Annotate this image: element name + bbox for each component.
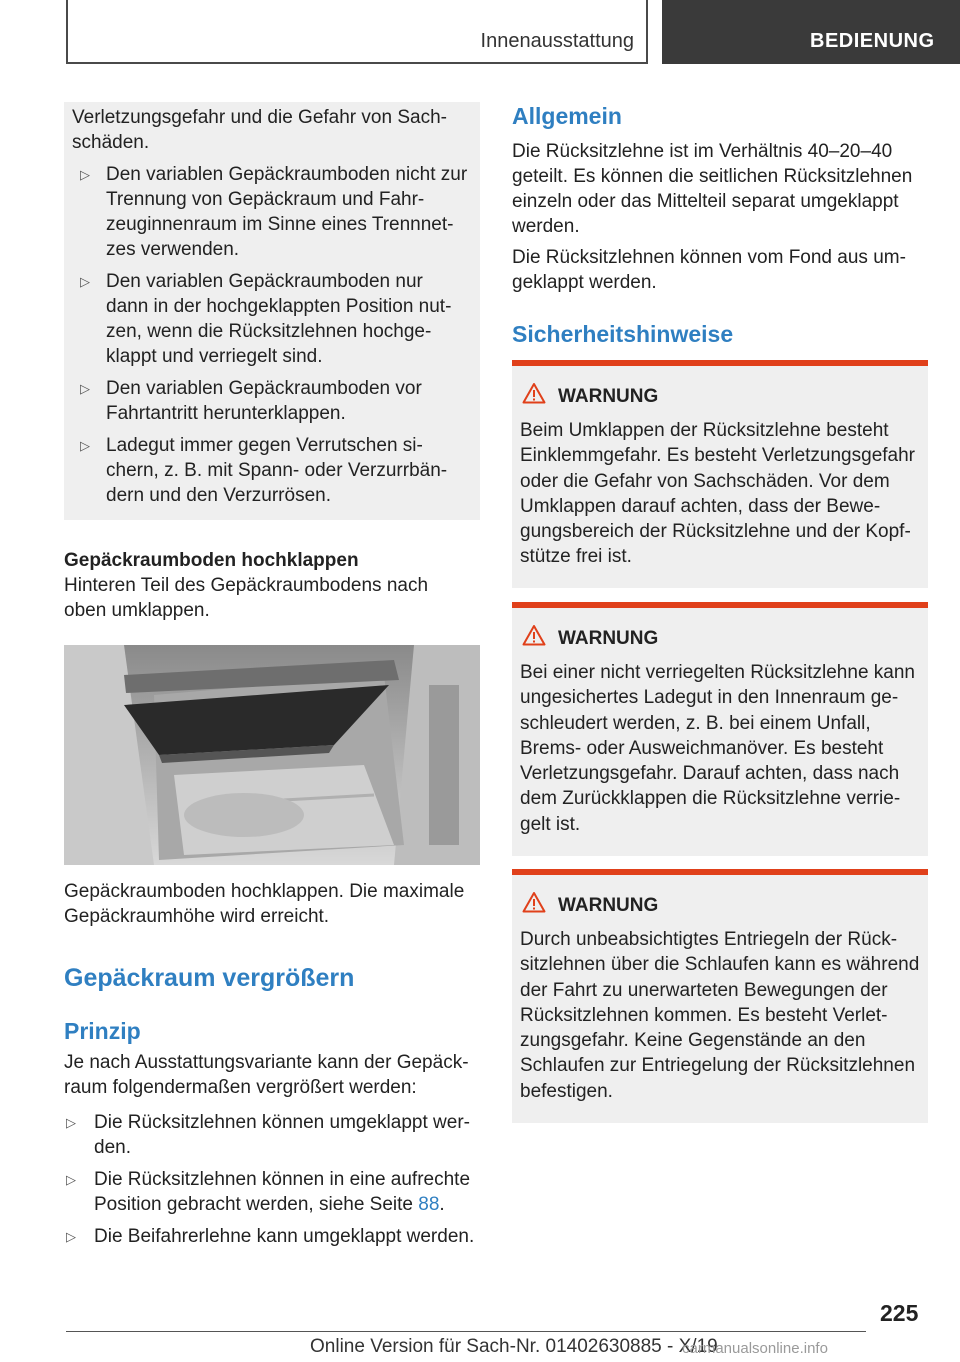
section-heading: Gepäckraum vergrößern <box>64 964 355 992</box>
warning-box <box>512 869 928 1123</box>
photo-caption: Gepäckraumboden hochklappen. Die maximale Gepäckraumhöhe wird erreicht. <box>64 881 465 927</box>
header-section-title: Innenausstattung <box>480 30 634 52</box>
warning-text: Durch unbeabsichtigtes Entriegeln der Rück- sitzlehnen über die Schlaufen kann es während der Fahrt zu unerwarteten Bewegungen der Rücksitzlehnen kommen. Es besteht Verlet- zungsgefahr. Keine Gegenstände an den Schlaufen zur Entriegelung der Rücksitzlehnen befestigen. <box>520 929 920 1102</box>
header-chapter-box <box>662 0 960 64</box>
subsection-heading-prinzip: Prinzip <box>64 1018 141 1044</box>
warning-triangle-icon <box>522 624 546 646</box>
warning-bar <box>512 602 928 608</box>
section-heading-allgemein: Allgemein <box>512 103 622 129</box>
allgemein-text: Die Rücksitzlehne ist im Verhältnis 40–20–40 geteilt. Es können die seitlichen Rücksitzlehnen einzeln oder das Mittelteil separat umgeklappt werden. <box>512 141 913 237</box>
warning-bar <box>512 869 928 875</box>
header-chapter-title: BEDIENUNG <box>810 30 935 52</box>
list-item: Die Rücksitzlehnen können umgeklappt wer- den. <box>94 1112 470 1158</box>
caution-intro: Verletzungsgefahr und die Gefahr von Sach- schäden. <box>72 107 447 153</box>
warning-triangle-icon <box>522 382 546 404</box>
bullet-triangle-icon: ▷ <box>80 381 90 396</box>
warning-box <box>512 602 928 856</box>
list-item: Die Rücksitzlehnen können in eine aufrechte Position gebracht werden, siehe Seite 88. <box>94 1169 471 1215</box>
list-item: Den variablen Gepäckraumboden nur dann in der hochgeklappten Position nut- zen, wenn die Rücksitzlehnen hochge- klappt und verriegelt sind. <box>106 271 452 367</box>
footer-divider <box>66 1331 866 1332</box>
page-number: 225 <box>880 1300 919 1326</box>
prinzip-text: Je nach Ausstattungsvariante kann der Gepäck- raum folgendermaßen vergrößert werden: <box>64 1052 469 1098</box>
warning-bar <box>512 360 928 366</box>
bullet-triangle-icon: ▷ <box>80 438 90 453</box>
bullet-triangle-icon: ▷ <box>80 167 90 182</box>
list-item: Den variablen Gepäckraumboden nicht zur Trennung von Gepäckraum und Fahr- zeuginnenraum im Sinne eines Trennnet- zes verwenden. <box>106 164 468 260</box>
footer-text: Online Version für Sach-Nr. 01402630885 - X/19 <box>310 1336 718 1357</box>
warning-box <box>512 360 928 588</box>
trunk-floor-photo <box>64 645 480 865</box>
warning-title: WARNUNG <box>558 895 659 916</box>
warning-title: WARNUNG <box>558 628 659 649</box>
list-item: Die Beifahrerlehne kann umgeklappt werden. <box>94 1226 475 1247</box>
warning-text: Beim Umklappen der Rücksitzlehne besteht Einklemmgefahr. Es besteht Verletzungsgefahr oder die Gefahr von Sachschäden. Vor dem Umklappen darauf achten, dass der Bewe- gungsbereich der Rücksitzlehne und der Kopf- stütze frei ist. <box>520 420 916 568</box>
watermark-logo: carmanualsonline.info <box>682 1340 828 1357</box>
warning-title: WARNUNG <box>558 386 659 407</box>
bullet-triangle-icon: ▷ <box>66 1115 76 1130</box>
list-item: Den variablen Gepäckraumboden vor Fahrtantritt herunterklappen. <box>106 378 422 424</box>
header-section-box <box>66 0 648 64</box>
bullet-triangle-icon: ▷ <box>80 274 90 289</box>
allgemein-text-2: Die Rücksitzlehnen können vom Fond aus um- geklappt werden. <box>512 247 906 293</box>
page-reference-link[interactable]: 88 <box>418 1194 440 1215</box>
subsection-heading: Gepäckraumboden hochklappen <box>64 550 359 571</box>
section-heading-sicherheit: Sicherheitshinweise <box>512 321 734 347</box>
section-hochklappen: Gepäckraumboden hochklappen Hinteren Teil des Gepäckraumbodens nach oben umklappen. <box>64 550 429 621</box>
bullet-triangle-icon: ▷ <box>66 1229 76 1244</box>
warning-text: Bei einer nicht verriegelten Rücksitzlehne kann ungesichertes Ladegut in den Innenraum ge- schleudert werden, z. B. bei einem Unfall, Brems- oder Ausweichmanöver. Es besteht Verletzungsgefahr. Darauf achten, dass nach dem Zurückklappen die Rücksitzlehne verrie- gelt ist. <box>520 662 915 835</box>
warning-triangle-icon <box>522 891 546 913</box>
list-item: Ladegut immer gegen Verrutschen si- chern, z. B. mit Spann- oder Verzurrbän- dern und den Verzurrösen. <box>106 435 448 506</box>
caution-box <box>64 102 480 520</box>
bullet-triangle-icon: ▷ <box>66 1172 76 1187</box>
